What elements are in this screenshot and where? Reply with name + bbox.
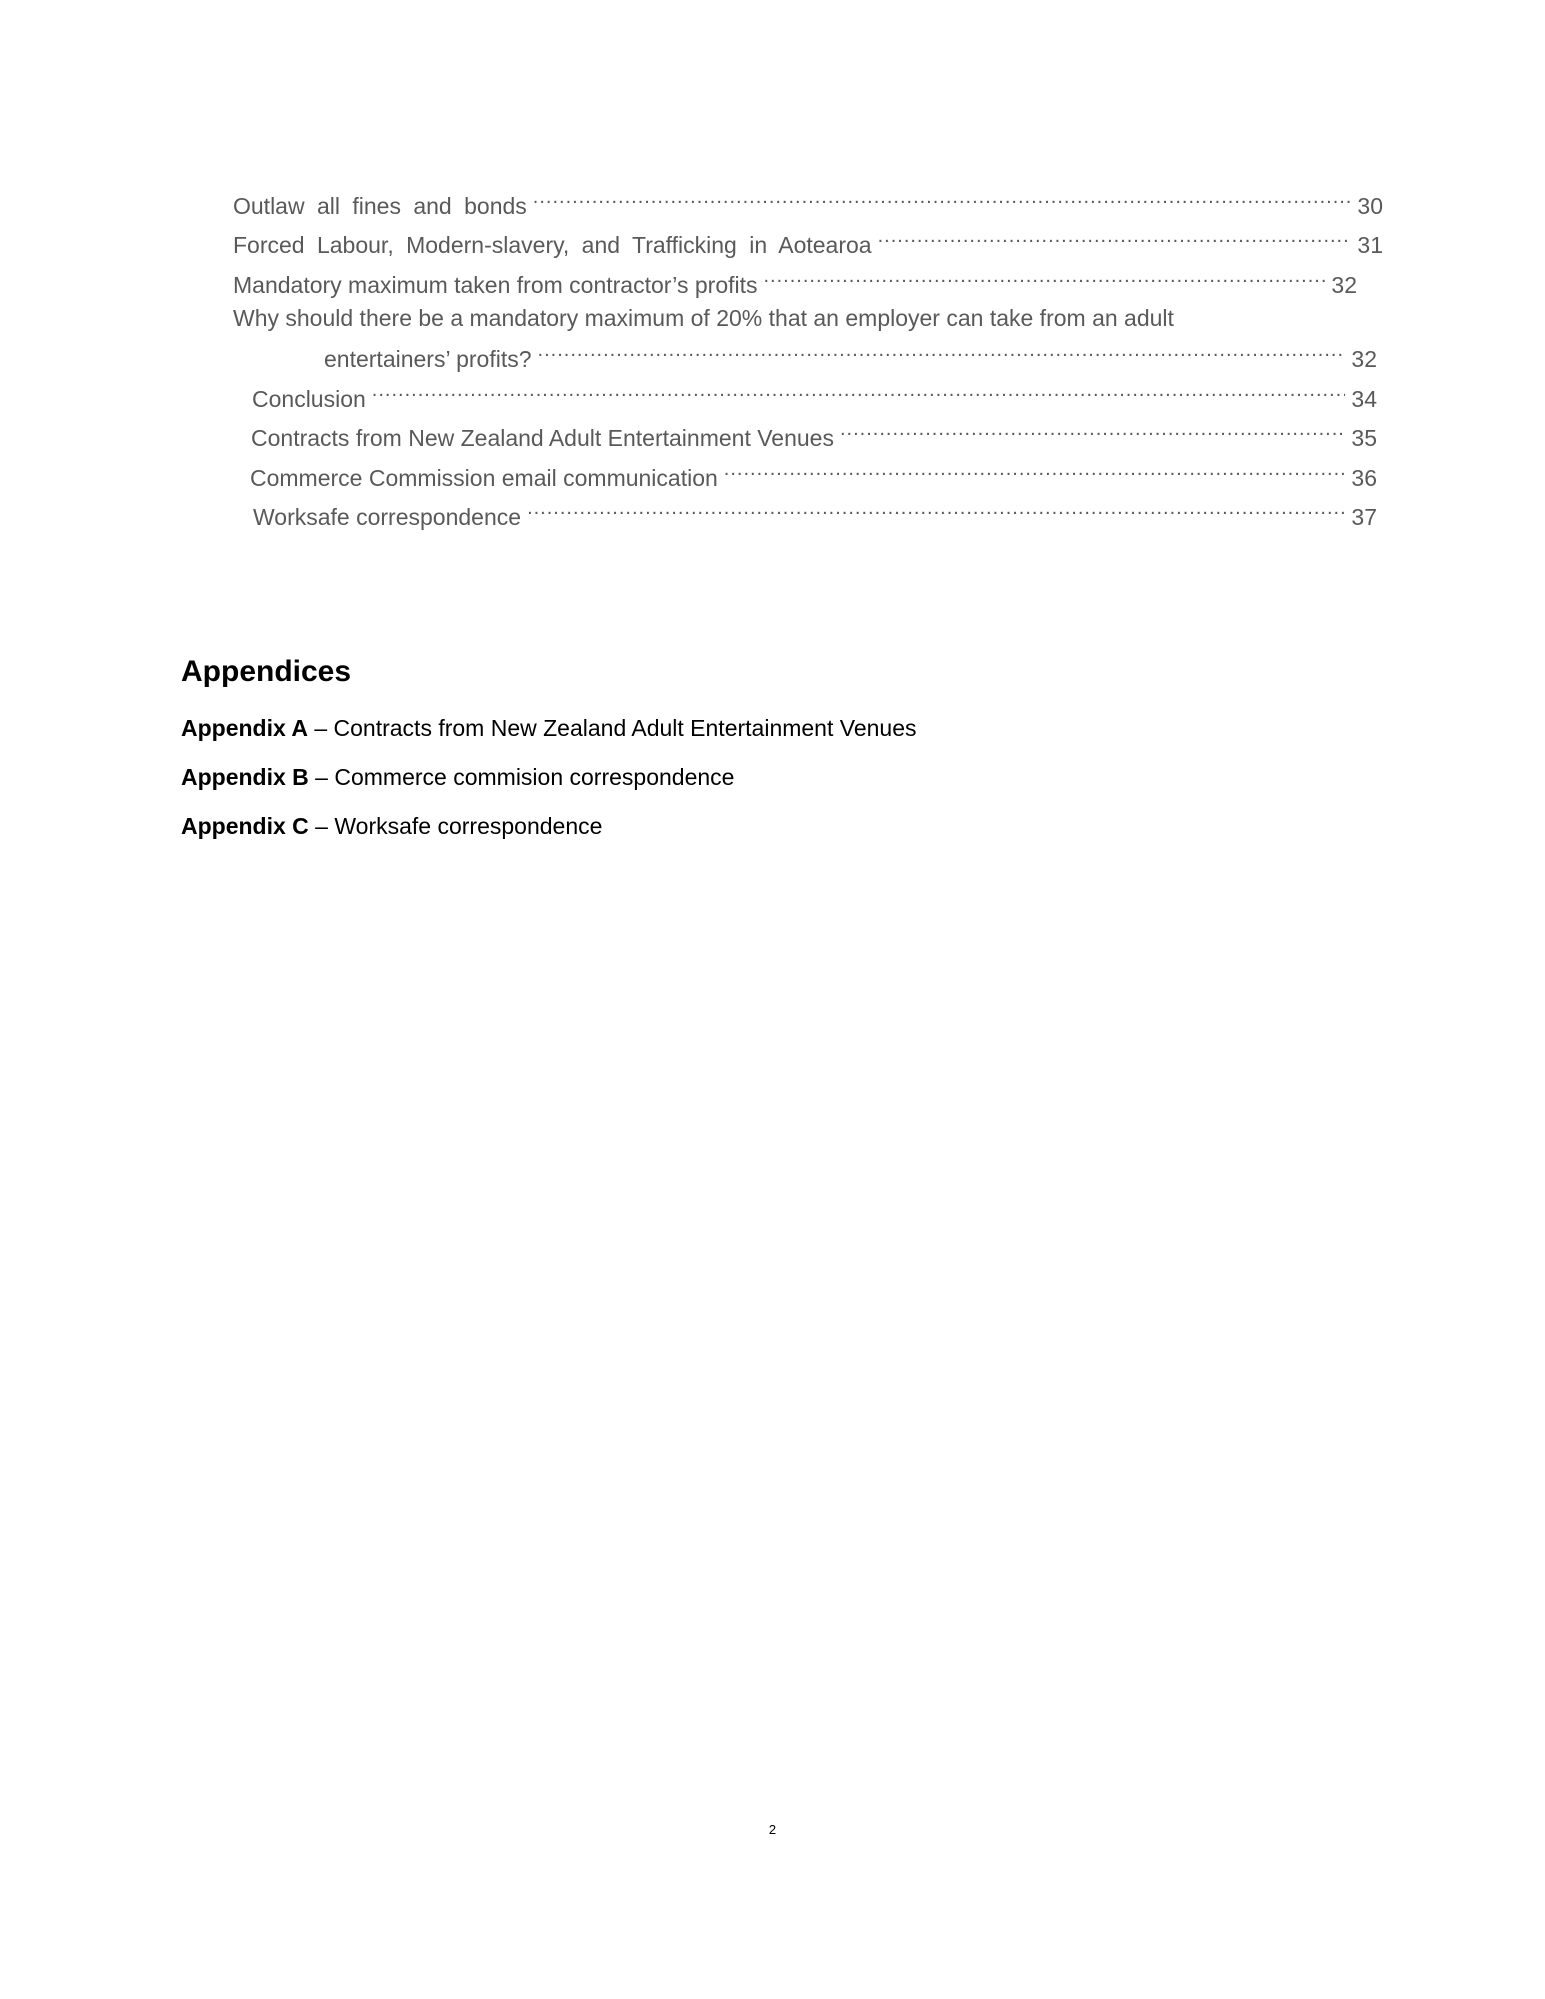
appendix-item-a [181, 713, 917, 743]
toc-entry-title: Outlaw all fines and bonds [233, 193, 527, 219]
toc-leader-dots [840, 416, 1345, 446]
appendix-separator: – [308, 813, 335, 839]
toc-entry-title: Commerce Commission email communication [250, 465, 718, 491]
toc-entry-page: 32 [1331, 272, 1357, 298]
toc-entry-worksafe[interactable] [253, 495, 1377, 532]
page-number: 2 [768, 1822, 777, 1837]
appendix-label: Appendix B [181, 764, 309, 790]
toc-leader-dots [538, 337, 1346, 367]
toc-entry-title: Worksafe correspondence [253, 504, 522, 530]
toc-entry-why-mandatory[interactable] [324, 337, 1377, 374]
toc-entry-outlaw-fines[interactable] [233, 184, 1383, 221]
toc-leader-dots [533, 184, 1352, 214]
toc-leader-dots [764, 263, 1326, 293]
toc-leader-dots [372, 377, 1346, 407]
toc-leader-dots [724, 456, 1346, 486]
toc-entry-why-mandatory-line1[interactable]: Why should there be a mandatory maximum of 20% that an employer can take from an adult [233, 305, 1174, 331]
toc-entry-conclusion[interactable] [252, 377, 1377, 414]
toc-leader-dots [527, 495, 1345, 525]
appendix-text: Worksafe correspondence [334, 813, 603, 839]
toc-entry-page: 31 [1357, 232, 1383, 258]
toc-entry-title: Mandatory maximum taken from contractor’s profits [233, 272, 758, 298]
appendix-label: Appendix C [181, 813, 309, 839]
toc-entry-mandatory-maximum[interactable] [233, 263, 1357, 300]
appendix-separator: – [307, 715, 334, 741]
toc-entry-title: entertainers’ profits? [324, 346, 532, 372]
appendix-label: Appendix A [181, 715, 308, 741]
toc-entry-title: Forced Labour, Modern-slavery, and Trafficking in Aotearoa [233, 232, 872, 258]
appendix-item-b [181, 762, 734, 792]
appendix-text: Contracts from New Zealand Adult Entertainment Venues [333, 715, 917, 741]
toc-entry-page: 34 [1351, 386, 1377, 412]
toc-entry-page: 32 [1351, 346, 1377, 372]
toc-entry-page: 36 [1351, 465, 1377, 491]
toc-entry-title: Contracts from New Zealand Adult Entertainment Venues [251, 425, 834, 451]
toc-entry-title: Conclusion [252, 386, 366, 412]
toc-entry-commerce-commission[interactable] [250, 456, 1377, 493]
toc-entry-contracts[interactable] [251, 416, 1377, 453]
toc-leader-dots [878, 223, 1352, 253]
toc-entry-page: 35 [1351, 425, 1377, 451]
appendix-text: Commerce commision correspondence [334, 764, 735, 790]
appendices-heading: Appendices [181, 655, 352, 688]
toc-entry-page: 30 [1357, 193, 1383, 219]
appendix-item-c [181, 811, 602, 841]
appendix-separator: – [308, 764, 335, 790]
toc-entry-page: 37 [1351, 504, 1377, 530]
toc-entry-forced-labour[interactable] [233, 223, 1383, 260]
